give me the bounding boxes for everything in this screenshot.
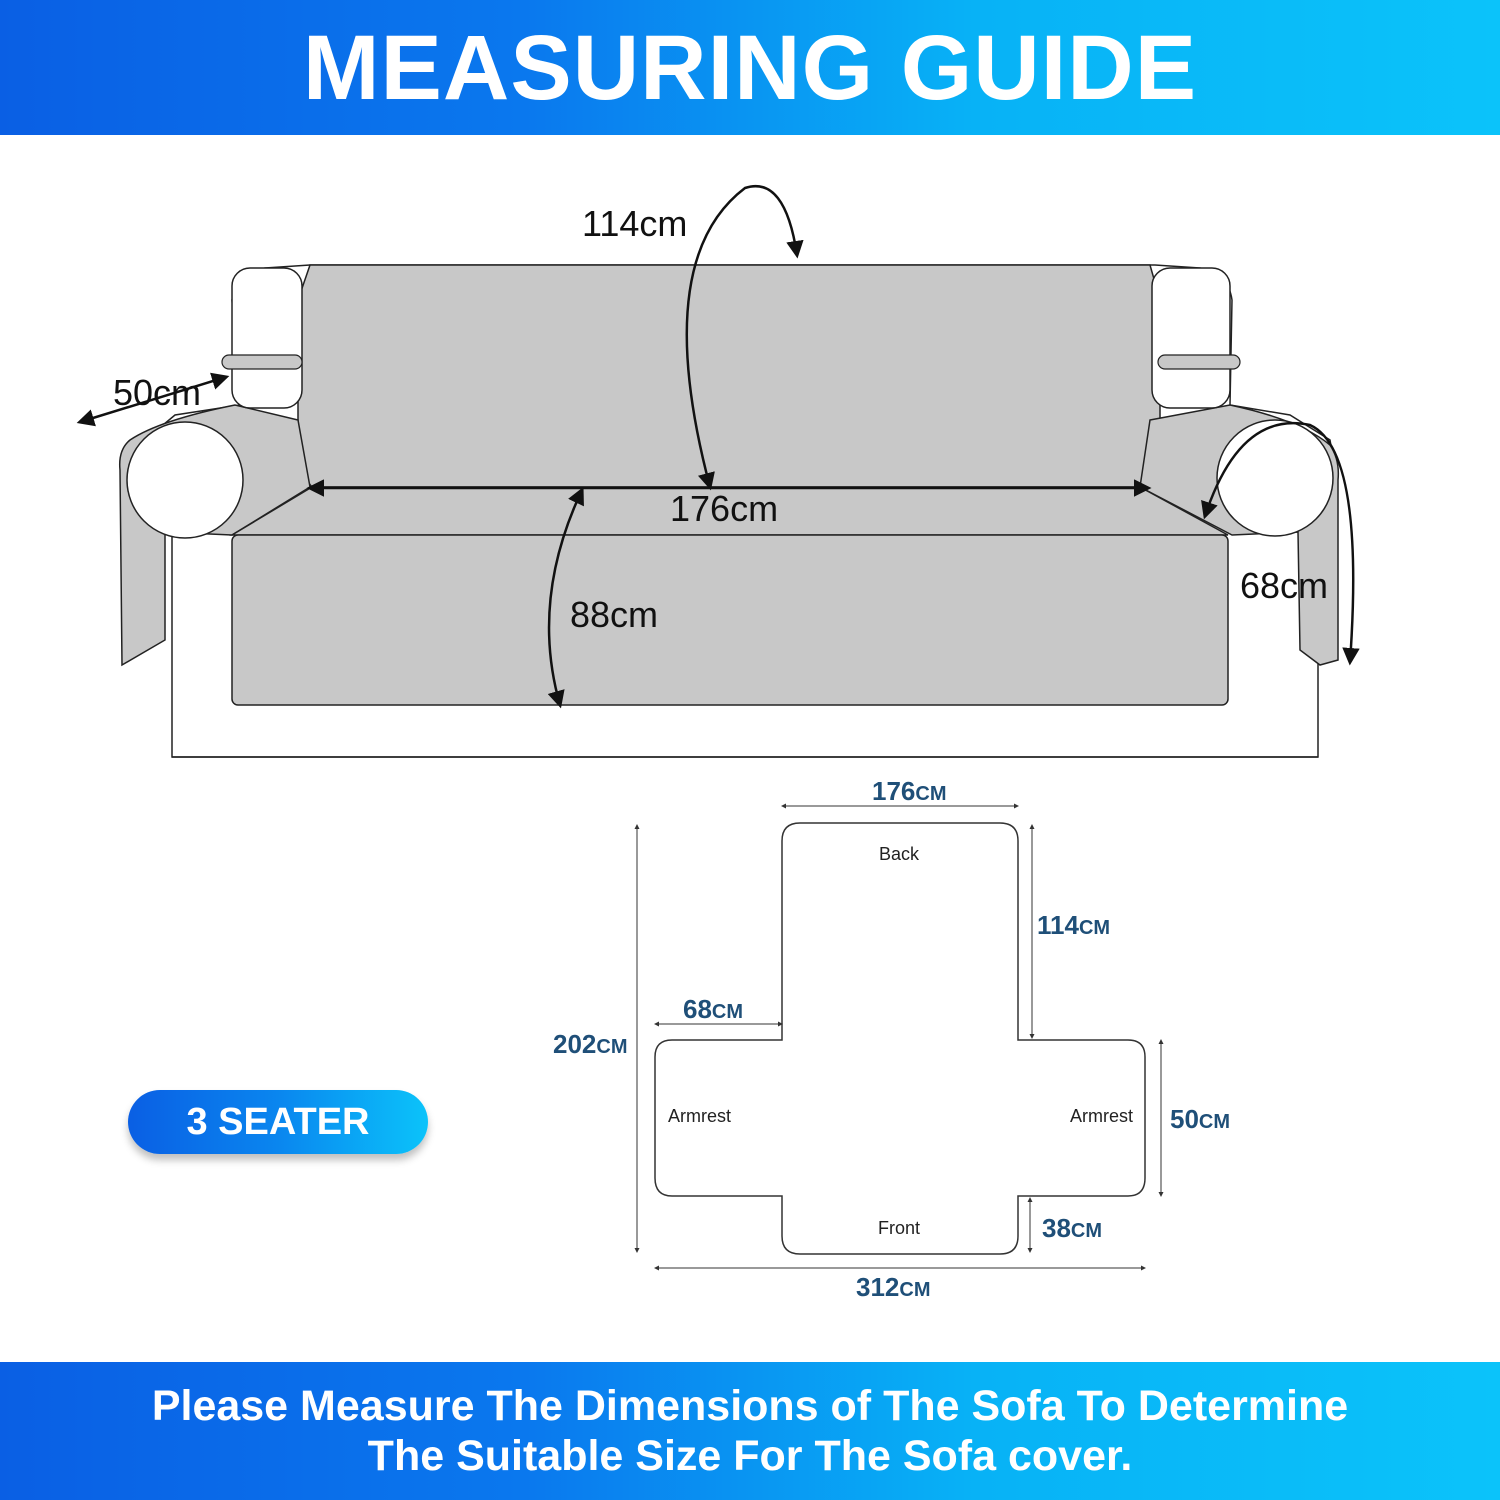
- sofa-right-arm-upper: [1152, 268, 1230, 408]
- plan-front-height: 38CM: [1042, 1213, 1103, 1243]
- seater-badge: [128, 1090, 428, 1154]
- arm-width-label: 50cm: [113, 372, 202, 413]
- plan-back-width: 176CM: [872, 776, 947, 806]
- sofa-illustration: [80, 186, 1353, 757]
- sofa-right-strap: [1158, 355, 1240, 369]
- plan-arm-width: 50CM: [1170, 1104, 1231, 1134]
- seat-depth-label: 88cm: [570, 594, 659, 635]
- seat-width-label: 176cm: [670, 488, 779, 529]
- sofa-left-arm-roll: [127, 422, 243, 538]
- plan-total-height: 202CM: [553, 1029, 628, 1059]
- plan-total-width: 312CM: [856, 1272, 931, 1302]
- back-height-label: 114cm: [582, 203, 688, 244]
- region-front-label: Front: [877, 1218, 921, 1238]
- arm-length-label: 68cm: [1240, 565, 1329, 606]
- region-armrest-left-label: Armrest: [668, 1106, 731, 1126]
- sofa-right-arm-roll: [1217, 420, 1333, 536]
- cover-outline: [655, 823, 1145, 1254]
- region-back-label: Back: [878, 844, 920, 864]
- sofa-left-arm-upper: [232, 268, 302, 408]
- region-armrest-right-label: Armrest: [1070, 1106, 1133, 1126]
- plan-back-height: 114CM: [1037, 910, 1111, 940]
- flat-pattern: [553, 776, 1230, 1302]
- sofa-seat-front: [232, 535, 1228, 705]
- sofa-back-panel: [298, 265, 1160, 487]
- page-title: MEASURING GUIDE: [302, 16, 1198, 119]
- seater-badge-label: 3 SEATER: [186, 1100, 370, 1143]
- footer-banner: [0, 1362, 1500, 1500]
- footer-line-1: Please Measure The Dimensions of The Sofa To Determine: [151, 1382, 1349, 1430]
- plan-arm-length: 68CM: [683, 994, 744, 1024]
- footer-line-2: The Suitable Size For The Sofa cover.: [367, 1432, 1133, 1480]
- sofa-left-strap: [222, 355, 302, 369]
